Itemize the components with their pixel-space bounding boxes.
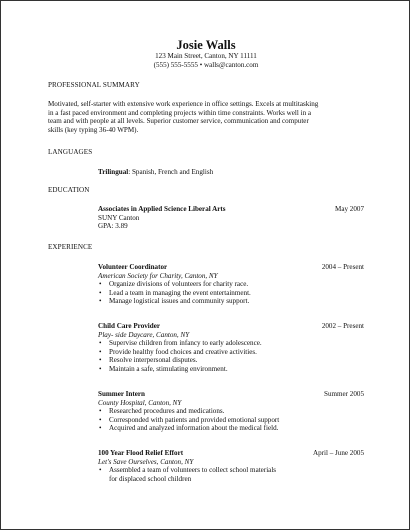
languages-line <box>98 168 213 177</box>
job-title: Summer Intern <box>98 390 145 398</box>
job-bullet: • Lead a team in managing the event entertainment. <box>98 289 364 298</box>
job-bullets <box>98 280 364 306</box>
job-bullets <box>98 339 364 373</box>
summary-line: team and with people at all levels. Superior customer service, communication and computer <box>48 117 309 126</box>
job-bullet: • Supervise children from infancy to early adolescence. <box>98 339 364 348</box>
education-heading: EDUCATION <box>48 186 90 194</box>
job-dates: 2002 – Present <box>321 322 364 330</box>
summary-line: in a fast paced environment and completing projects within time constraints. Works well in a <box>48 108 312 117</box>
education-entry <box>98 205 364 231</box>
degree-date: May 2007 <box>335 205 364 213</box>
languages-value: : Spanish, French and English <box>128 168 214 176</box>
job-title: 100 Year Flood Relief Effort <box>98 449 184 457</box>
summary-heading: PROFESSIONAL SUMMARY <box>48 81 140 89</box>
job-dates: Summer 2005 <box>324 390 364 398</box>
phone-email: (555) 555-5555 • walls@canton.com <box>153 61 259 69</box>
job-entry <box>98 263 364 306</box>
job-bullet: • Corresponded with patients and provided emotional support <box>98 416 364 425</box>
job-bullets <box>98 466 364 483</box>
address: 123 Main Street, Canton, NY 11111 <box>155 52 257 60</box>
candidate-name: Josie Walls <box>176 38 236 52</box>
gpa: GPA: 3.89 <box>98 222 128 231</box>
job-bullet: • Provide healthy food choices and creative activities. <box>98 348 364 357</box>
job-bullet: for displaced school children <box>109 474 192 483</box>
job-org: County Hospital, Canton, NY <box>98 398 182 407</box>
job-dates: 2004 – Present <box>321 263 364 271</box>
job-entry <box>98 322 364 374</box>
summary-paragraph <box>48 100 368 134</box>
job-bullet: • Manage logistical issues and community support. <box>98 297 364 306</box>
job-entry <box>98 390 364 433</box>
job-entry <box>98 449 364 483</box>
job-org: Play- side Daycare, Canton, NY <box>98 330 190 339</box>
job-bullet: • Maintain a safe, stimulating environment. <box>98 365 364 374</box>
job-title: Child Care Provider <box>98 322 161 330</box>
languages-label: Trilingual <box>98 168 129 176</box>
job-org: American Society for Charity, Canton, NY <box>98 271 218 280</box>
school: SUNY Canton <box>98 213 140 222</box>
job-bullet: • Resolve interpersonal disputes. <box>98 356 364 365</box>
degree: Associates in Applied Science Liberal Arts <box>98 205 226 213</box>
job-org: Let's Save Ourselves, Canton, NY <box>98 457 194 466</box>
job-bullet: • Acquired and analyzed information about the medical field. <box>98 424 364 433</box>
job-bullet: • Researched procedures and medications. <box>98 407 364 416</box>
job-dates: April – June 2005 <box>312 449 364 457</box>
job-bullet: • Organize divisions of volunteers for charity race. <box>98 280 364 289</box>
summary-line: skills (key typing 36-40 WPM). <box>48 125 139 134</box>
job-bullets <box>98 407 364 433</box>
job-bullet: • Assembled a team of volunteers to collect school materials <box>98 466 364 475</box>
job-title: Volunteer Coordinator <box>98 263 168 271</box>
languages-heading: LANGUAGES <box>48 148 93 156</box>
experience-heading: EXPERIENCE <box>48 243 93 251</box>
summary-line: Motivated, self-starter with extensive work experience in office settings. Excels at multitasking <box>48 100 319 108</box>
